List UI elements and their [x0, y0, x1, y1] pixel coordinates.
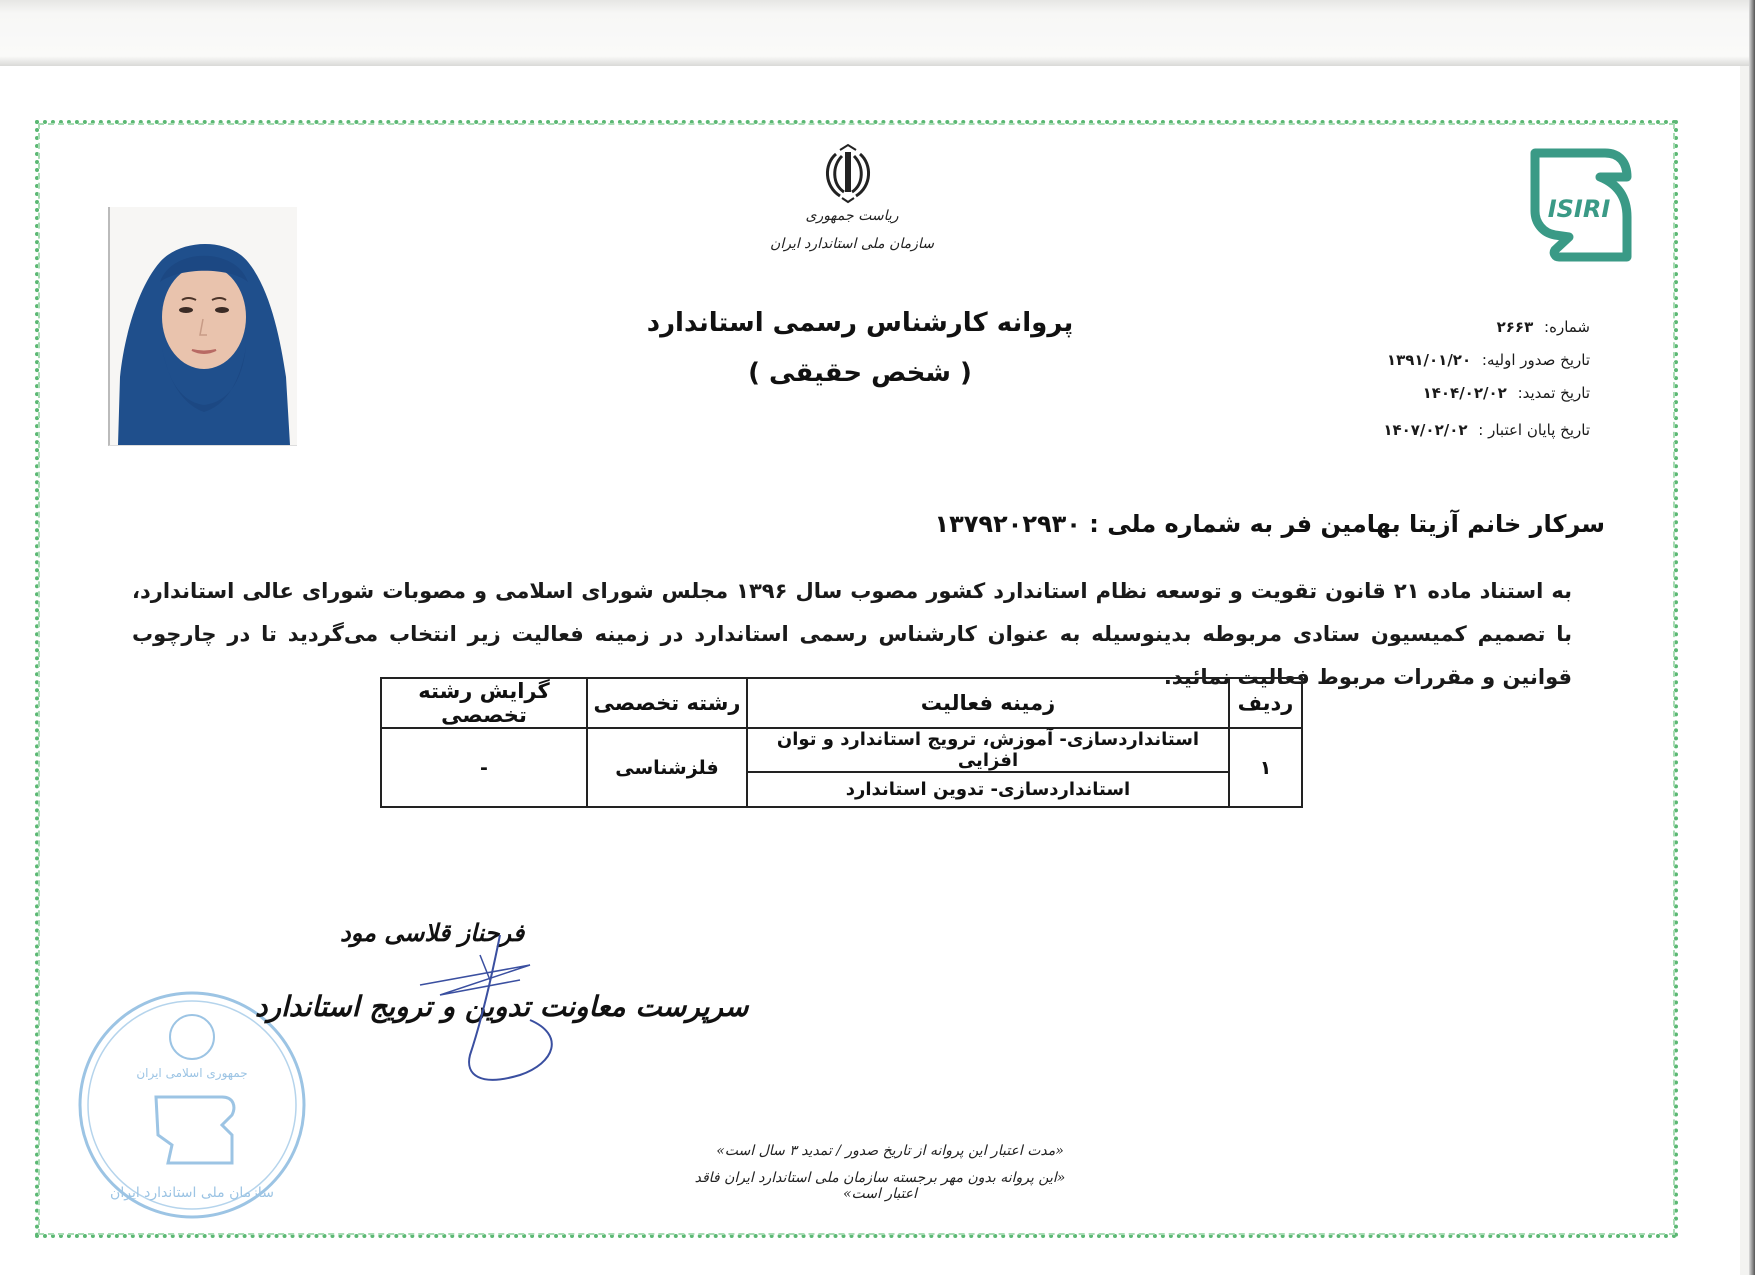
- meta-issue-label: تاریخ صدور اولیه:: [1481, 351, 1590, 369]
- header-activity: زمینه فعالیت: [747, 678, 1229, 728]
- addressee-text: سرکار خانم آزیتا بهامین فر به شماره ملی :: [1089, 510, 1605, 538]
- footnote-seal-required: «این پروانه بدون مهر برجسته سازمان ملی استاندارد ایران فاقد اعتبار است»: [694, 1170, 1066, 1202]
- portrait-icon: [110, 207, 297, 445]
- header-field: رشته تخصصی: [587, 678, 747, 728]
- org-line-standards-org: سازمان ملی استاندارد ایران: [770, 236, 934, 252]
- cell-activity-2: استانداردسازی- تدوین استاندارد: [747, 772, 1229, 807]
- iran-emblem-icon: [818, 142, 878, 204]
- addressee-line: [934, 510, 1605, 538]
- table-row: [381, 728, 1302, 772]
- meta-expiry-value: ۱۴۰۷/۰۲/۰۲: [1383, 421, 1468, 439]
- certificate-title: پروانه کارشناس رسمی استاندارد: [646, 308, 1074, 338]
- meta-renewal-date: [1423, 384, 1590, 402]
- scanner-top-margin: [0, 0, 1755, 66]
- meta-number: [1497, 318, 1590, 336]
- stamp-top-text: جمهوری اسلامی ایران: [136, 1066, 248, 1080]
- footnote-validity: «مدت اعتبار این پروانه از تاریخ صدور / تمدید ۳ سال است»: [716, 1143, 1064, 1159]
- meta-renewal-value: ۱۴۰۴/۰۲/۰۲: [1422, 384, 1507, 402]
- meta-expiry-date: [1383, 421, 1590, 439]
- logo-text: ISIRI: [1547, 195, 1611, 223]
- meta-number-value: ۲۶۶۳: [1496, 318, 1534, 336]
- certificate-subtitle: ( شخص حقیقی ): [748, 358, 972, 388]
- cell-activity-1: استانداردسازی- آموزش، ترویج استاندارد و توان افزایی: [747, 728, 1229, 772]
- cell-specialization: -: [381, 728, 587, 807]
- cell-row-number: ۱: [1229, 728, 1302, 807]
- signatory-name: فرحناز قلاسی مود: [340, 918, 525, 947]
- meta-issue-date: [1387, 351, 1590, 369]
- cell-field: فلزشناسی: [587, 728, 747, 807]
- meta-issue-value: ۱۳۹۱/۰۱/۲۰: [1386, 351, 1472, 369]
- scanner-right-edge: [1749, 0, 1755, 1275]
- isiri-logo-icon: [1525, 145, 1635, 270]
- holder-photo: [108, 207, 297, 446]
- header-row-number: ردیف: [1229, 678, 1302, 728]
- meta-expiry-label: تاریخ پایان اعتبار :: [1478, 421, 1590, 439]
- meta-renewal-label: تاریخ تمدید:: [1517, 384, 1590, 402]
- activities-table: [380, 677, 1303, 808]
- meta-number-label: شماره:: [1544, 318, 1590, 336]
- stamp-bottom-text: سازمان ملی استاندارد ایران: [110, 1185, 274, 1201]
- org-line-presidency: ریاست جمهوری: [805, 208, 899, 224]
- signature-icon: [380, 925, 610, 1095]
- signatory-title: سرپرست معاونت تدوین و ترویج استاندارد: [255, 990, 749, 1023]
- header-specialization: گرایش رشته تخصصی: [381, 678, 587, 728]
- body-paragraph: به استناد ماده ۲۱ قانون تقویت و توسعه نظام استاندارد کشور مصوب سال ۱۳۹۶ مجلس شورای اسلامی و مصوبات شورای عالی استاندارد، با تصمیم کمیسیون ستادی مربوطه بدینوسیله به عنوان کارشناس رسمی استاندارد در زمینه فعالیت زیر انتخاب می‌گردید تا در چارچوب قوانین و مقررات مربوط فعالیت نمائید.: [132, 579, 1572, 689]
- table-header-row: [381, 678, 1302, 728]
- national-id: ۱۳۷۹۲۰۲۹۳۰: [934, 510, 1081, 538]
